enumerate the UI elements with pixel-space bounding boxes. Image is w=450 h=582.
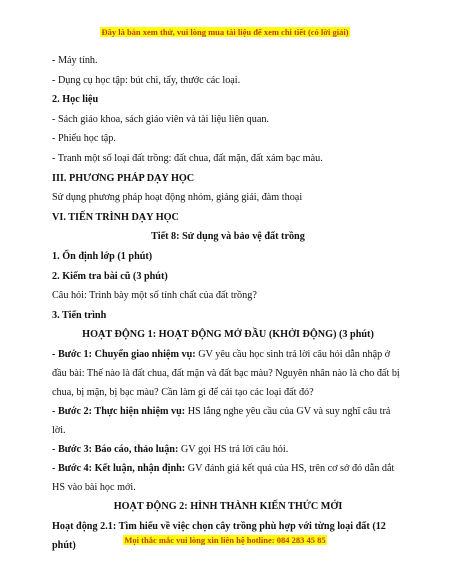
text-line: - Sách giáo khoa, sách giáo viên và tài liệu liên quan. bbox=[52, 113, 269, 125]
section-heading: 2. Kiểm tra bài cũ (3 phút) bbox=[52, 270, 168, 282]
step-1-paragraph bbox=[52, 345, 404, 402]
activity-2-title: HOẠT ĐỘNG 2: HÌNH THÀNH KIẾN THỨC MỚI bbox=[113, 500, 343, 512]
step-3-paragraph bbox=[52, 440, 404, 459]
text-line: Sử dụng phương pháp hoạt động nhóm, giảng giải, đàm thoại bbox=[52, 192, 303, 204]
activity-1-title: HOẠT ĐỘNG 1: HOẠT ĐỘNG MỞ ĐẦU (KHỞI ĐỘNG) (3 phút) bbox=[82, 329, 374, 341]
text-line: - Dụng cụ học tập: bút chì, tẩy, thước các loại. bbox=[52, 74, 241, 86]
section-heading: III. PHƯƠNG PHÁP DẠY HỌC bbox=[52, 172, 195, 184]
step-text: GV đánh giá kết quả của HS, trên cơ sở đó dẫn dắt HS vào bài học mới. bbox=[52, 462, 395, 493]
step-text: GV yêu cầu học sinh trả lời câu hỏi dẫn nhập ở đầu bài: Thế nào là đất chua, đất mặn và đất bạc màu? Nguyên nhân nào là cho đất bị chua, bị mặn, bị bạc màu? Cần làm gì để cải tạo các loại đất đó? bbox=[52, 348, 400, 398]
document-body bbox=[52, 51, 404, 555]
step-text: HS lắng nghe yêu cầu của GV và suy nghĩ câu trả lời. bbox=[52, 405, 391, 436]
section-heading: 1. Ổn định lớp (1 phút) bbox=[52, 250, 153, 262]
hotline-text: Mọi thắc mắc vui lòng xin liên hệ hotline: 084 283 45 85 bbox=[124, 535, 326, 545]
preview-notice-text: Đây là bản xem thử, vui lòng mua tài liệu để xem chi tiết (có lời giải) bbox=[101, 27, 349, 37]
step-label: - Bước 3: Báo cáo, thảo luận: bbox=[52, 443, 179, 455]
question-text: Câu hỏi: Trình bày một số tính chất của đất trồng? bbox=[52, 290, 257, 302]
section-heading: VI. TIẾN TRÌNH DẠY HỌC bbox=[52, 211, 179, 223]
step-label: - Bước 1: Chuyển giao nhiệm vụ: bbox=[52, 348, 196, 360]
step-2-paragraph bbox=[52, 402, 404, 440]
step-text: GV gọi HS trả lời câu hỏi. bbox=[178, 443, 289, 455]
section-heading: 2. Học liệu bbox=[52, 94, 99, 106]
step-label: - Bước 4: Kết luận, nhận định: bbox=[52, 462, 186, 474]
section-heading: 3. Tiến trình bbox=[52, 309, 107, 321]
step-label: - Bước 2: Thực hiện nhiệm vụ: bbox=[52, 405, 186, 417]
preview-notice-banner bbox=[0, 27, 450, 37]
text-line: - Tranh một số loại đất trồng: đất chua, đất mặn, đất xám bạc màu. bbox=[52, 152, 323, 164]
hotline-banner bbox=[0, 535, 450, 545]
activity-2-1-heading: Hoạt động 2.1: Tìm hiểu về việc chọn cây trồng phù hợp với từng loại đất (12 phút) bbox=[52, 520, 386, 551]
text-line: - Máy tính. bbox=[52, 55, 98, 66]
lesson-title: Tiết 8: Sử dụng và bảo vệ đất trồng bbox=[151, 231, 305, 243]
text-line: - Phiếu học tập. bbox=[52, 133, 116, 145]
step-4-paragraph bbox=[52, 459, 404, 497]
